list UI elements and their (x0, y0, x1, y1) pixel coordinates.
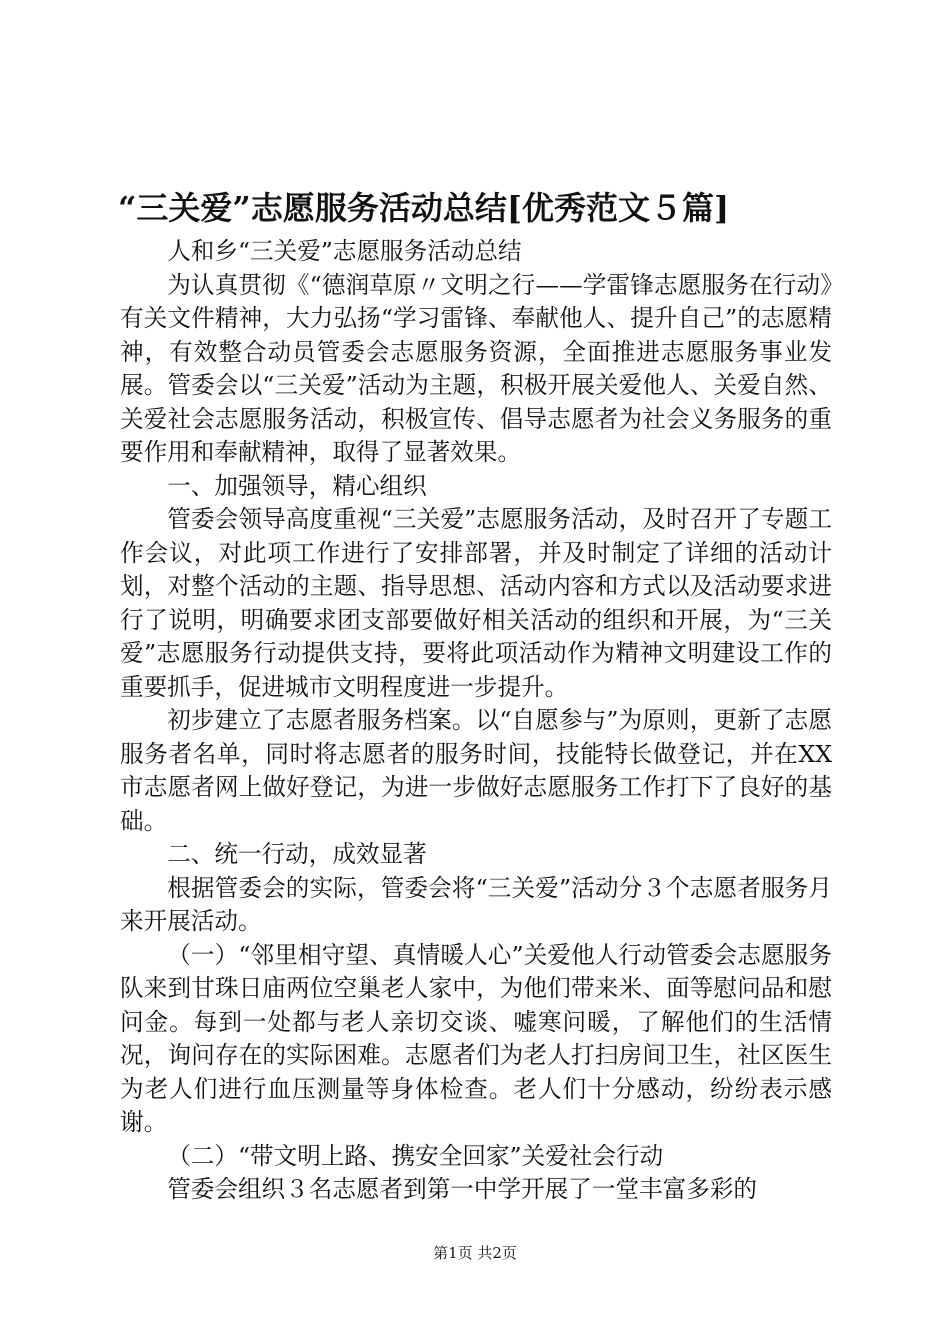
subsection-heading: （二）“带文明上路、携安全回家”关爱社会行动 (167, 1141, 664, 1170)
body-paragraph: 初步建立了志愿者服务档案。以“自愿参与”为原则，更新了志愿服务者名单，同时将志愿者的服务时间，技能特长做登记，并在XX市志愿者网上做好登记，为进一步做好志愿服务工作打下了良好的基础。 (120, 706, 832, 835)
document-body (120, 235, 832, 1207)
body-paragraph: 管委会组织３名志愿者到第一中学开展了一堂丰富多彩的 (167, 1175, 758, 1203)
subtitle-paragraph: 人和乡“三关爱”志愿服务活动总结 (167, 237, 522, 265)
body-paragraph: 根据管委会的实际，管委会将“三关爱”活动分３个志愿者服务月来开展活动。 (120, 873, 832, 935)
section-heading: 一、加强领导，精心组织 (167, 471, 427, 500)
body-paragraph: 为认真贯彻《“德润草原〃文明之行——学雷锋志愿服务在行动》有关文件精神，大力弘扬“学习雷锋、奉献他人、提升自己”的志愿精神，有效整合动员管委会志愿服务资源，全面推进志愿服务事业发展。管委会以“三关爱”活动为主题，积极开展关爱他人、关爱自然、关爱社会志愿服务活动，积极宣传、倡导志愿者为社会义务服务的重要作用和奉献精神，取得了显著效果。 (120, 270, 832, 466)
body-paragraph: 管委会领导高度重视“三关爱”志愿服务活动，及时召开了专题工作会议，对此项工作进行了安排部署，并及时制定了详细的活动计划，对整个活动的主题、指导思想、活动内容和方式以及活动要求进行了说明，明确要求团支部要做好相关活动的组织和开展，为“三关爱”志愿服务行动提供支持，要将此项活动作为精神文明建设工作的重要抓手，促进城市文明程度进一步提升。 (120, 505, 832, 701)
body-paragraph: （一）“邻里相守望、真情暖人心”关爱他人行动管委会志愿服务队来到甘珠日庙两位空巢老人家中，为他们带来米、面等慰问品和慰问金。每到一处都与老人亲切交谈、嘘寒问暖，了解他们的生活情况，询问存在的实际困难。志愿者们为老人打扫房间卫生，社区医生为老人们进行血压测量等身体检查。老人们十分感动，纷纷表示感谢。 (120, 940, 832, 1136)
section-heading: 二、统一行动，成效显著 (167, 840, 427, 868)
page-footer: 第1页 共2页 (433, 1244, 517, 1262)
document-title: “三关爱”志愿服务活动总结[优秀范文５篇] (118, 189, 730, 227)
